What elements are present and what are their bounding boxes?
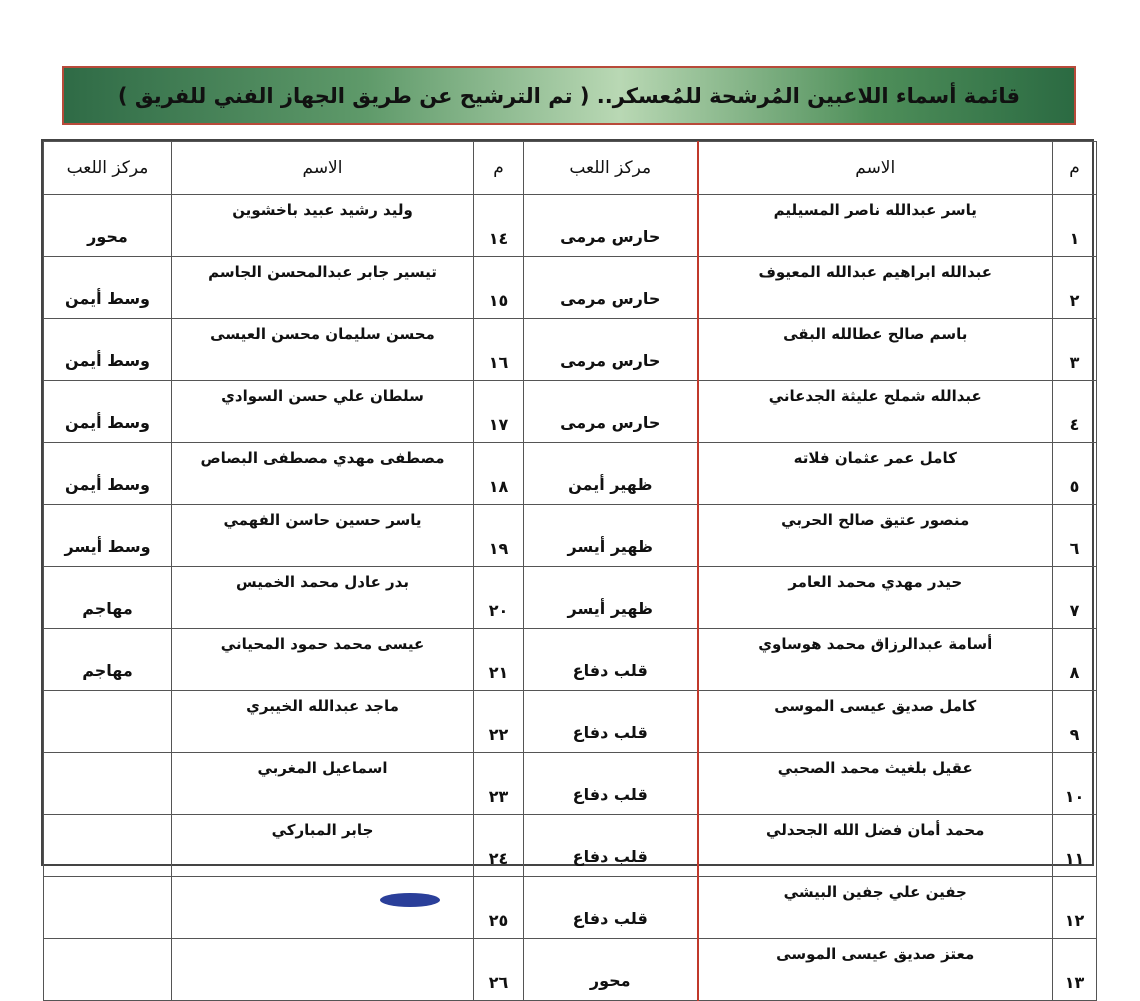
- player-name: عقيل بلغيث محمد الصحبي: [698, 753, 1053, 815]
- player-position: [44, 877, 172, 939]
- page-title: قائمة أسماء اللاعبين المُرشحة للمُعسكر.. ( تم الترشيح عن طريق الجهاز الفني للفريق ): [117, 83, 1021, 108]
- player-name: منصور عتيق صالح الحربي: [698, 505, 1053, 567]
- player-number: ١: [1053, 195, 1097, 257]
- player-number: ٢٣: [474, 753, 524, 815]
- header-num-left: م: [474, 142, 524, 195]
- player-name: معتز صديق عيسى الموسى: [698, 939, 1053, 1001]
- player-position: [44, 815, 172, 877]
- table-row: [44, 877, 1097, 939]
- player-name: ماجد عبدالله الخيبري: [172, 691, 474, 753]
- player-position: قلب دفاع: [524, 753, 698, 815]
- player-name: كامل عمر عثمان فلاته: [698, 443, 1053, 505]
- player-position: قلب دفاع: [524, 877, 698, 939]
- title-banner: [62, 66, 1076, 125]
- header-name-right: الاسم: [698, 142, 1053, 195]
- table-row: [44, 505, 1097, 567]
- player-number: ٩: [1053, 691, 1097, 753]
- player-position: محور: [44, 195, 172, 257]
- player-position: قلب دفاع: [524, 691, 698, 753]
- player-position: حارس مرمى: [524, 319, 698, 381]
- players-table: [43, 141, 1097, 1001]
- player-number: ١٤: [474, 195, 524, 257]
- player-name: أسامة عبدالرزاق محمد هوساوي: [698, 629, 1053, 691]
- player-position: [44, 939, 172, 1001]
- table-row: [44, 381, 1097, 443]
- player-number: ٣: [1053, 319, 1097, 381]
- player-name: عبدالله شملح عليثة الجدعاني: [698, 381, 1053, 443]
- player-name: [172, 939, 474, 1001]
- player-position: وسط أيمن: [44, 381, 172, 443]
- player-position: وسط أيمن: [44, 257, 172, 319]
- player-number: ٧: [1053, 567, 1097, 629]
- player-number: ١٧: [474, 381, 524, 443]
- player-position: [44, 753, 172, 815]
- header-name-left: الاسم: [172, 142, 474, 195]
- player-position: حارس مرمى: [524, 257, 698, 319]
- player-number: ٨: [1053, 629, 1097, 691]
- player-name: جفين علي جفين البيشي: [698, 877, 1053, 939]
- player-name: عبدالله ابراهيم عبدالله المعيوف: [698, 257, 1053, 319]
- player-number: ١٥: [474, 257, 524, 319]
- player-name: تيسير جابر عبدالمحسن الجاسم: [172, 257, 474, 319]
- player-position: وسط أيسر: [44, 505, 172, 567]
- player-position: حارس مرمى: [524, 381, 698, 443]
- player-position: وسط أيمن: [44, 443, 172, 505]
- player-number: ٢٦: [474, 939, 524, 1001]
- player-name: محمد أمان فضل الله الجحدلي: [698, 815, 1053, 877]
- player-position: حارس مرمى: [524, 195, 698, 257]
- player-position: ظهير أيمن: [524, 443, 698, 505]
- player-position: محور: [524, 939, 698, 1001]
- player-name: جابر المباركي: [172, 815, 474, 877]
- player-number: ٢٠: [474, 567, 524, 629]
- player-number: ١١: [1053, 815, 1097, 877]
- player-position: وسط أيمن: [44, 319, 172, 381]
- table-row: [44, 939, 1097, 1001]
- player-number: ١٢: [1053, 877, 1097, 939]
- player-number: ١٣: [1053, 939, 1097, 1001]
- table-row: [44, 753, 1097, 815]
- player-position: مهاجم: [44, 629, 172, 691]
- player-name: باسم صالح عطالله البقى: [698, 319, 1053, 381]
- table-row: [44, 319, 1097, 381]
- player-number: ١٦: [474, 319, 524, 381]
- footer-decoration: [380, 893, 440, 907]
- player-name: عيسى محمد حمود المحياني: [172, 629, 474, 691]
- header-row: [44, 142, 1097, 195]
- player-position: ظهير أيسر: [524, 505, 698, 567]
- player-number: ٥: [1053, 443, 1097, 505]
- player-name: كامل صديق عيسى الموسى: [698, 691, 1053, 753]
- table-row: [44, 567, 1097, 629]
- player-number: ٤: [1053, 381, 1097, 443]
- header-position-left: مركز اللعب: [44, 142, 172, 195]
- player-position: ظهير أيسر: [524, 567, 698, 629]
- player-number: ١٨: [474, 443, 524, 505]
- players-table-frame: [41, 139, 1094, 992]
- table-row: [44, 257, 1097, 319]
- player-name: محسن سليمان محسن العيسى: [172, 319, 474, 381]
- player-name: [172, 877, 474, 939]
- table-row: [44, 629, 1097, 691]
- player-number: ٢٢: [474, 691, 524, 753]
- player-position: [44, 691, 172, 753]
- player-number: ١٠: [1053, 753, 1097, 815]
- player-name: وليد رشيد عبيد باخشوين: [172, 195, 474, 257]
- player-name: اسماعيل المغربي: [172, 753, 474, 815]
- player-position: قلب دفاع: [524, 629, 698, 691]
- header-position-right: مركز اللعب: [524, 142, 698, 195]
- player-name: بدر عادل محمد الخميس: [172, 567, 474, 629]
- player-number: ٦: [1053, 505, 1097, 567]
- table-row: [44, 815, 1097, 877]
- player-name: ياسر عبدالله ناصر المسيليم: [698, 195, 1053, 257]
- player-number: ٢٥: [474, 877, 524, 939]
- player-name: سلطان علي حسن السوادي: [172, 381, 474, 443]
- player-number: ٢: [1053, 257, 1097, 319]
- player-name: حيدر مهدي محمد العامر: [698, 567, 1053, 629]
- table-row: [44, 443, 1097, 505]
- player-name: مصطفى مهدي مصطفى البصاص: [172, 443, 474, 505]
- player-name: ياسر حسين حاسن الفهمي: [172, 505, 474, 567]
- table-row: [44, 691, 1097, 753]
- player-position: مهاجم: [44, 567, 172, 629]
- player-number: ٢٤: [474, 815, 524, 877]
- player-number: ٢١: [474, 629, 524, 691]
- player-position: قلب دفاع: [524, 815, 698, 877]
- table-row: [44, 195, 1097, 257]
- header-num-right: م: [1053, 142, 1097, 195]
- player-number: ١٩: [474, 505, 524, 567]
